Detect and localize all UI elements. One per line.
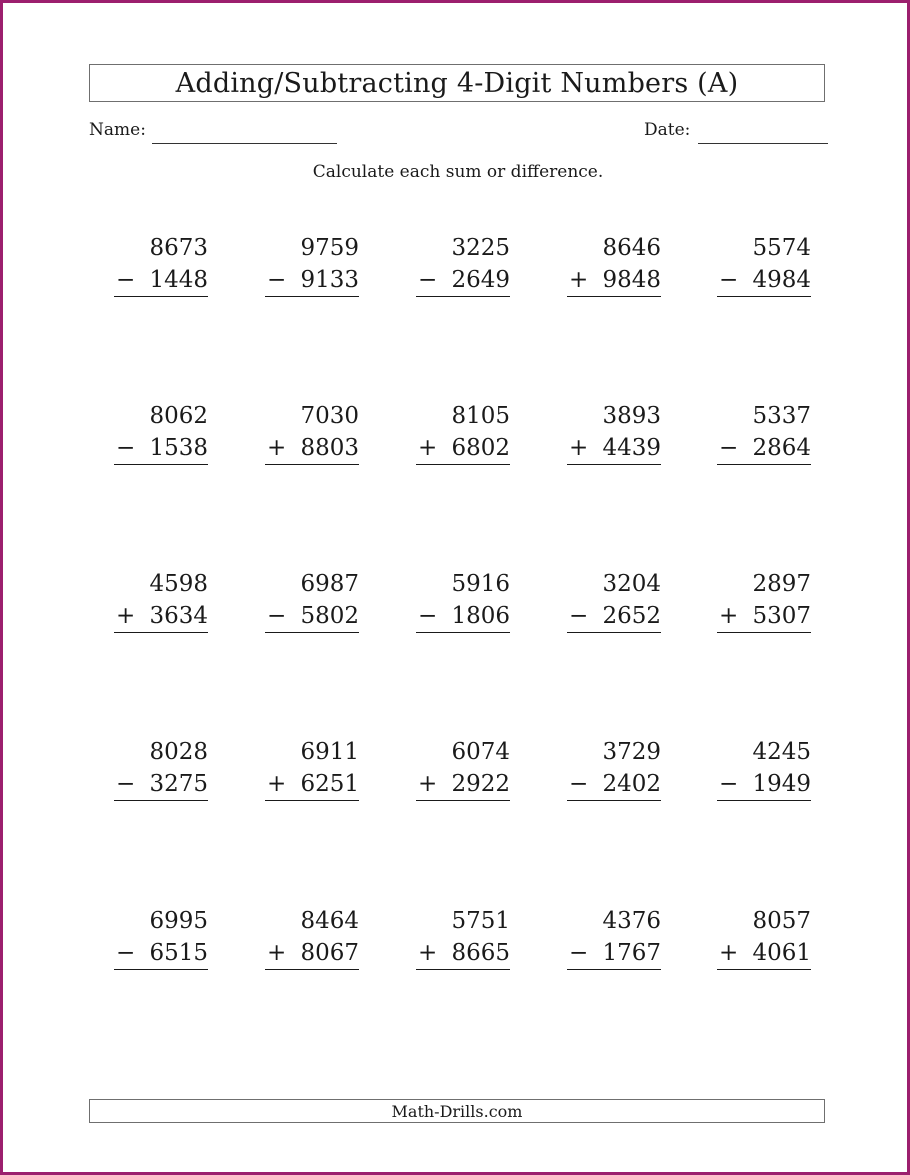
- problem: [717, 232, 811, 297]
- problem-operator: −: [719, 771, 739, 797]
- problem-operator: +: [569, 267, 589, 293]
- problem-top-number: 2897: [752, 571, 811, 597]
- problem-bottom-number: 5307: [752, 603, 811, 629]
- problem-operator: −: [569, 940, 589, 966]
- problem: [265, 232, 359, 297]
- problem-top-number: 6987: [300, 571, 359, 597]
- problem-operator: −: [569, 603, 589, 629]
- problem-top-number: 8673: [149, 235, 208, 261]
- problem-bottom-number: 2922: [451, 771, 510, 797]
- problem-bottom-line: [114, 264, 208, 297]
- problem: [717, 400, 811, 465]
- problem: [567, 905, 661, 970]
- problem: [717, 905, 811, 970]
- problem-bottom-line: [416, 264, 510, 297]
- problem-top-number: 4598: [149, 571, 208, 597]
- problem-top-number: 5337: [752, 403, 811, 429]
- problem-bottom-number: 6515: [149, 940, 208, 966]
- problem-bottom-number: 8803: [300, 435, 359, 461]
- problem-operator: +: [267, 940, 287, 966]
- problem-bottom-number: 9848: [602, 267, 661, 293]
- problem-bottom-number: 1949: [752, 771, 811, 797]
- problem-bottom-line: [114, 432, 208, 465]
- problem-bottom-line: [567, 432, 661, 465]
- problem-operator: −: [418, 267, 438, 293]
- problem-top-number: 4376: [602, 908, 661, 934]
- problem: [416, 232, 510, 297]
- name-field-line: [152, 143, 337, 144]
- problem-top-number: 6995: [149, 908, 208, 934]
- problem-bottom-line: [717, 264, 811, 297]
- worksheet-title: [89, 64, 825, 102]
- problem-top-number: 9759: [300, 235, 359, 261]
- problem: [114, 400, 208, 465]
- problem-bottom-number: 3275: [149, 771, 208, 797]
- problem-bottom-number: 2649: [451, 267, 510, 293]
- problem-bottom-line: [265, 432, 359, 465]
- problem-operator: −: [116, 771, 136, 797]
- problem: [265, 400, 359, 465]
- date-label: Date:: [644, 120, 691, 140]
- problem-bottom-line: [717, 600, 811, 633]
- problem-bottom-line: [114, 768, 208, 801]
- problem-operator: −: [267, 603, 287, 629]
- instructions: Calculate each sum or difference.: [312, 162, 604, 182]
- problem: [114, 736, 208, 801]
- problem-bottom-line: [567, 264, 661, 297]
- problem-operator: −: [267, 267, 287, 293]
- problem-bottom-line: [416, 937, 510, 970]
- problem-top-number: 8028: [149, 739, 208, 765]
- problem-bottom-line: [717, 768, 811, 801]
- problem: [114, 568, 208, 633]
- problem: [416, 905, 510, 970]
- footer: [89, 1099, 825, 1123]
- problem-bottom-line: [114, 937, 208, 970]
- problem-operator: −: [116, 435, 136, 461]
- problem-top-number: 7030: [300, 403, 359, 429]
- problem-bottom-number: 8067: [300, 940, 359, 966]
- worksheet-title-text: Adding/Subtracting 4-Digit Numbers (A): [175, 67, 739, 99]
- problem-top-number: 8646: [602, 235, 661, 261]
- problem-bottom-number: 4984: [752, 267, 811, 293]
- problem: [114, 905, 208, 970]
- problem-bottom-number: 4439: [602, 435, 661, 461]
- problem-bottom-line: [265, 937, 359, 970]
- problem-operator: +: [569, 435, 589, 461]
- problem-top-number: 4245: [752, 739, 811, 765]
- problem-operator: −: [719, 435, 739, 461]
- problem-bottom-number: 3634: [149, 603, 208, 629]
- problem-bottom-number: 2864: [752, 435, 811, 461]
- problem: [567, 568, 661, 633]
- problem-operator: +: [719, 940, 739, 966]
- problem-operator: −: [569, 771, 589, 797]
- problem-bottom-number: 9133: [300, 267, 359, 293]
- problem-bottom-number: 2402: [602, 771, 661, 797]
- problem-top-number: 5916: [451, 571, 510, 597]
- problem-bottom-number: 1448: [149, 267, 208, 293]
- problem-bottom-line: [265, 768, 359, 801]
- problem-operator: −: [116, 940, 136, 966]
- problem-top-number: 5751: [451, 908, 510, 934]
- problem: [416, 736, 510, 801]
- problem-top-number: 8105: [451, 403, 510, 429]
- problem: [265, 568, 359, 633]
- problem-bottom-number: 1767: [602, 940, 661, 966]
- footer-text: Math-Drills.com: [391, 1101, 523, 1121]
- problem-bottom-number: 6802: [451, 435, 510, 461]
- date-field-line: [698, 143, 828, 144]
- problem: [567, 400, 661, 465]
- problem-operator: +: [267, 771, 287, 797]
- problem: [416, 400, 510, 465]
- problem-bottom-line: [114, 600, 208, 633]
- problem: [265, 905, 359, 970]
- problem-operator: +: [418, 940, 438, 966]
- problem-top-number: 3729: [602, 739, 661, 765]
- problem: [717, 568, 811, 633]
- problem: [265, 736, 359, 801]
- problem: [114, 232, 208, 297]
- problem-bottom-line: [567, 937, 661, 970]
- problem-top-number: 8062: [149, 403, 208, 429]
- problem-bottom-number: 6251: [300, 771, 359, 797]
- problem-top-number: 3204: [602, 571, 661, 597]
- problem-top-number: 6911: [300, 739, 359, 765]
- problem-top-number: 6074: [451, 739, 510, 765]
- problem-operator: +: [116, 603, 136, 629]
- problem-bottom-line: [567, 768, 661, 801]
- problem-operator: −: [418, 603, 438, 629]
- problem-top-number: 3893: [602, 403, 661, 429]
- problem-top-number: 8464: [300, 908, 359, 934]
- problem-operator: +: [267, 435, 287, 461]
- problem-bottom-number: 4061: [752, 940, 811, 966]
- problem-bottom-number: 1806: [451, 603, 510, 629]
- problem-operator: −: [719, 267, 739, 293]
- problem-bottom-number: 2652: [602, 603, 661, 629]
- problem: [717, 736, 811, 801]
- problem-top-number: 5574: [752, 235, 811, 261]
- problem-bottom-line: [416, 432, 510, 465]
- problem-operator: −: [116, 267, 136, 293]
- problem-bottom-number: 8665: [451, 940, 510, 966]
- problem-operator: +: [418, 771, 438, 797]
- problem-bottom-line: [416, 600, 510, 633]
- problem-top-number: 8057: [752, 908, 811, 934]
- problem-top-number: 3225: [451, 235, 510, 261]
- problem: [416, 568, 510, 633]
- problem-bottom-line: [717, 432, 811, 465]
- problem-bottom-line: [265, 600, 359, 633]
- problem-bottom-line: [416, 768, 510, 801]
- problem-bottom-number: 1538: [149, 435, 208, 461]
- problem-operator: +: [719, 603, 739, 629]
- problem-bottom-line: [265, 264, 359, 297]
- problem-bottom-line: [567, 600, 661, 633]
- problem-operator: +: [418, 435, 438, 461]
- problem-bottom-number: 5802: [300, 603, 359, 629]
- name-label: Name:: [89, 120, 146, 140]
- problem: [567, 736, 661, 801]
- problem-bottom-line: [717, 937, 811, 970]
- problem: [567, 232, 661, 297]
